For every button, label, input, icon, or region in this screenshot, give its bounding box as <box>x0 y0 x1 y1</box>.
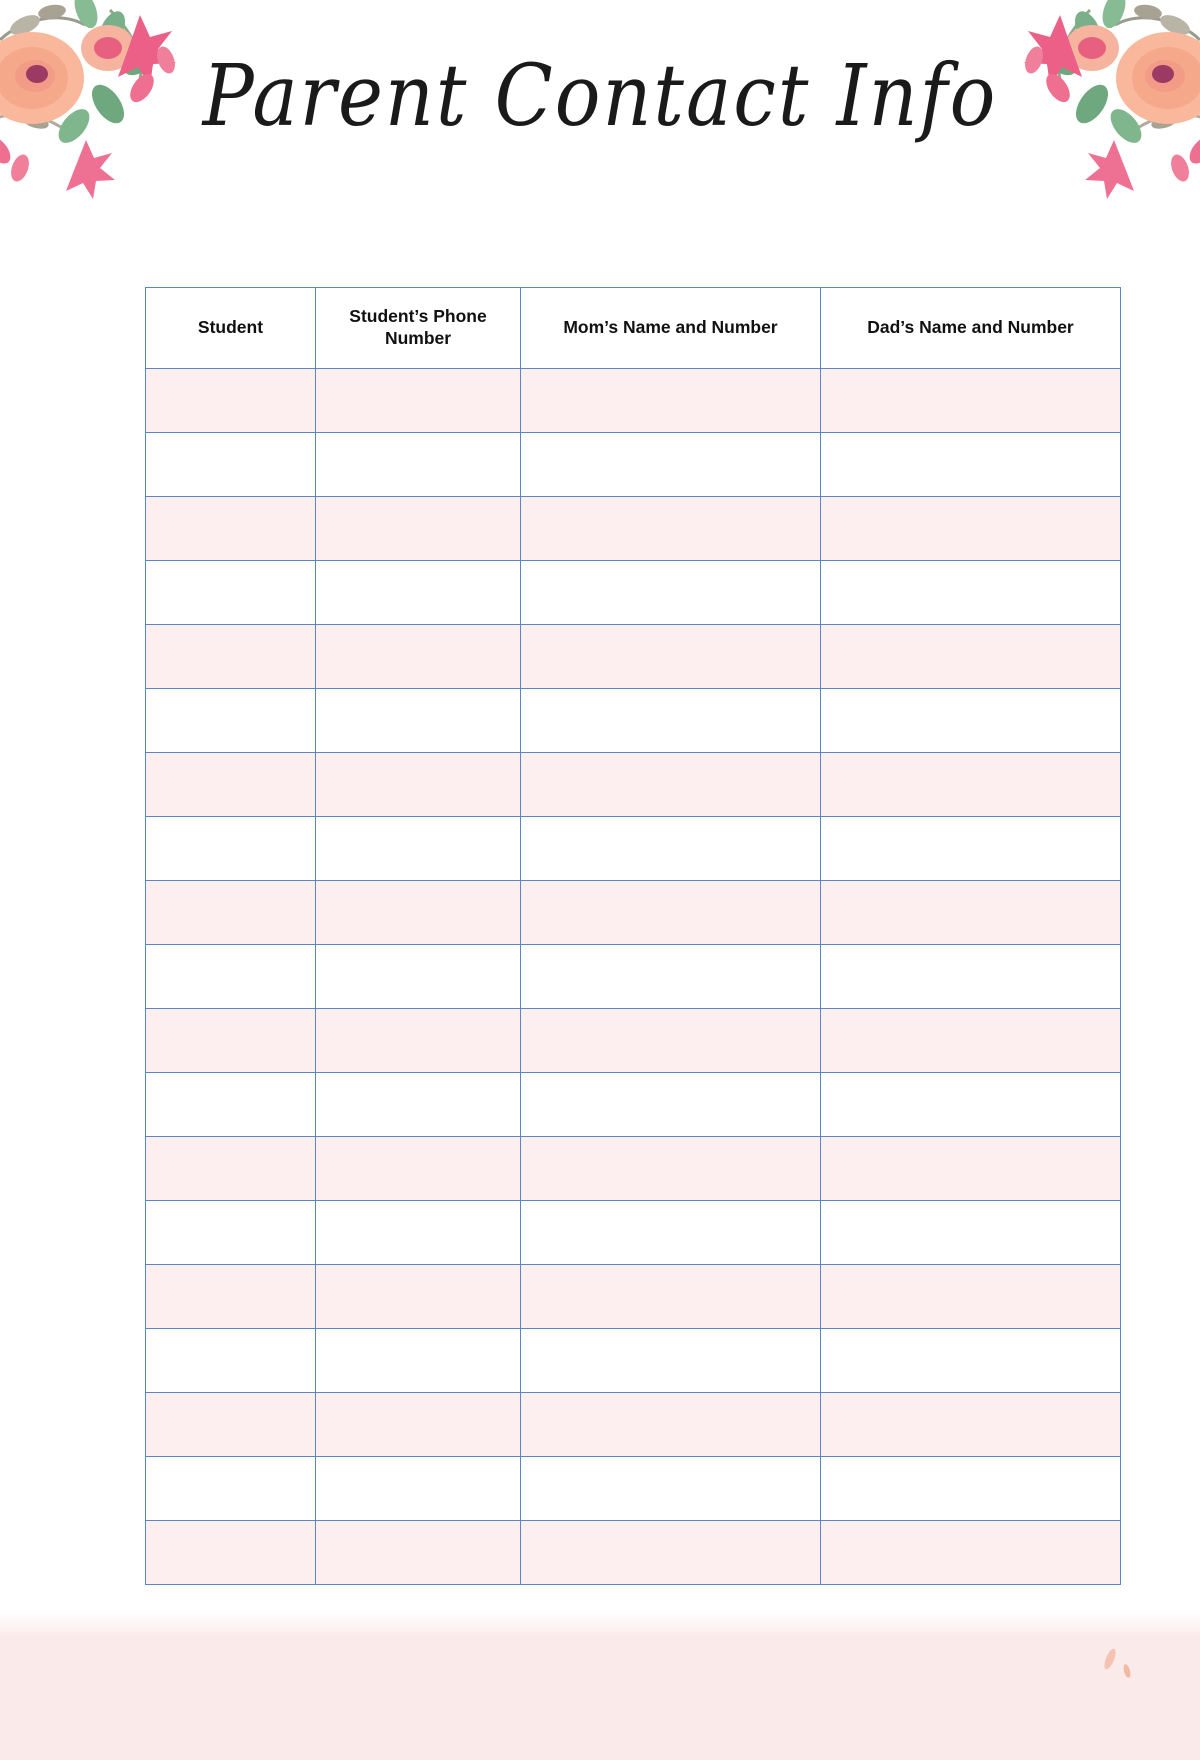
table-cell[interactable] <box>821 497 1121 561</box>
table-cell[interactable] <box>521 625 821 689</box>
table-cell[interactable] <box>821 433 1121 497</box>
table-cell[interactable] <box>521 1009 821 1073</box>
table-cell[interactable] <box>146 625 316 689</box>
band-gradient <box>0 1612 1200 1638</box>
table-cell[interactable] <box>821 1137 1121 1201</box>
table-cell[interactable] <box>821 817 1121 881</box>
table-cell[interactable] <box>316 1009 521 1073</box>
table-cell[interactable] <box>316 817 521 881</box>
table-cell[interactable] <box>821 689 1121 753</box>
column-header-student: Student <box>146 288 316 369</box>
table-row <box>146 945 1121 1009</box>
table-cell[interactable] <box>821 753 1121 817</box>
table-cell[interactable] <box>821 881 1121 945</box>
table-header-row <box>146 288 1121 369</box>
table-cell[interactable] <box>146 753 316 817</box>
table-cell[interactable] <box>316 1137 521 1201</box>
table-cell[interactable] <box>821 1201 1121 1265</box>
table-cell[interactable] <box>316 881 521 945</box>
table-cell[interactable] <box>316 1329 521 1393</box>
table-cell[interactable] <box>521 1457 821 1521</box>
table-row <box>146 689 1121 753</box>
table-cell[interactable] <box>521 1073 821 1137</box>
table-cell[interactable] <box>316 1521 521 1585</box>
table-cell[interactable] <box>521 1393 821 1457</box>
table-cell[interactable] <box>146 561 316 625</box>
table-cell[interactable] <box>521 1329 821 1393</box>
table-cell[interactable] <box>821 1457 1121 1521</box>
table-cell[interactable] <box>146 369 316 433</box>
table-row <box>146 1329 1121 1393</box>
table-body <box>146 369 1121 1585</box>
table-cell[interactable] <box>821 1009 1121 1073</box>
table-cell[interactable] <box>146 1265 316 1329</box>
table-row <box>146 1521 1121 1585</box>
table-cell[interactable] <box>521 753 821 817</box>
table-cell[interactable] <box>821 1329 1121 1393</box>
table-cell[interactable] <box>821 1521 1121 1585</box>
table-cell[interactable] <box>146 945 316 1009</box>
table-row <box>146 1201 1121 1265</box>
table-cell[interactable] <box>146 1393 316 1457</box>
table-cell[interactable] <box>821 1265 1121 1329</box>
table-cell[interactable] <box>521 945 821 1009</box>
table-row <box>146 497 1121 561</box>
table-row <box>146 1393 1121 1457</box>
table-cell[interactable] <box>316 1457 521 1521</box>
table-row <box>146 1073 1121 1137</box>
table-cell[interactable] <box>316 433 521 497</box>
column-header-dad: Dad’s Name and Number <box>821 288 1121 369</box>
table-header <box>146 288 1121 369</box>
table-cell[interactable] <box>146 1009 316 1073</box>
table-row <box>146 561 1121 625</box>
table-cell[interactable] <box>521 497 821 561</box>
table-cell[interactable] <box>146 433 316 497</box>
table-row <box>146 1457 1121 1521</box>
table-cell[interactable] <box>146 497 316 561</box>
table-cell[interactable] <box>521 1521 821 1585</box>
table-row <box>146 817 1121 881</box>
table-cell[interactable] <box>146 1137 316 1201</box>
table-cell[interactable] <box>146 881 316 945</box>
table-cell[interactable] <box>146 1329 316 1393</box>
table-cell[interactable] <box>821 1393 1121 1457</box>
table-cell[interactable] <box>521 881 821 945</box>
table-cell[interactable] <box>316 497 521 561</box>
table-cell[interactable] <box>521 369 821 433</box>
table-cell[interactable] <box>821 369 1121 433</box>
column-header-mom: Mom’s Name and Number <box>521 288 821 369</box>
table-row <box>146 433 1121 497</box>
table-cell[interactable] <box>521 561 821 625</box>
table-cell[interactable] <box>316 1393 521 1457</box>
table-row <box>146 369 1121 433</box>
table-cell[interactable] <box>146 817 316 881</box>
table-row <box>146 881 1121 945</box>
petal-accent-icon <box>1122 1663 1131 1678</box>
table-cell[interactable] <box>316 1073 521 1137</box>
page-title-text: Parent Contact Info <box>202 45 998 146</box>
parent-contact-table <box>145 287 1121 1585</box>
page-title <box>0 45 1200 146</box>
petal-accent-icon <box>1102 1647 1118 1670</box>
table-cell[interactable] <box>821 1073 1121 1137</box>
table-cell[interactable] <box>316 1265 521 1329</box>
table-cell[interactable] <box>821 561 1121 625</box>
table-cell[interactable] <box>146 1457 316 1521</box>
table-cell[interactable] <box>821 945 1121 1009</box>
table-cell[interactable] <box>521 433 821 497</box>
table-cell[interactable] <box>821 625 1121 689</box>
table-row <box>146 1265 1121 1329</box>
table-cell[interactable] <box>521 1265 821 1329</box>
table-row <box>146 625 1121 689</box>
table-cell[interactable] <box>146 1201 316 1265</box>
table-cell[interactable] <box>316 1201 521 1265</box>
table-cell[interactable] <box>316 689 521 753</box>
table-cell[interactable] <box>521 817 821 881</box>
table-cell[interactable] <box>316 561 521 625</box>
table-row <box>146 1137 1121 1201</box>
table-cell[interactable] <box>521 1137 821 1201</box>
table-cell[interactable] <box>316 369 521 433</box>
table-cell[interactable] <box>521 1201 821 1265</box>
table-row <box>146 1009 1121 1073</box>
table-row <box>146 753 1121 817</box>
contact-table-container <box>145 287 1074 1585</box>
table-cell[interactable] <box>316 625 521 689</box>
column-header-student-phone: Student’s Phone Number <box>316 288 521 369</box>
table-cell[interactable] <box>316 753 521 817</box>
table-cell[interactable] <box>521 689 821 753</box>
table-cell[interactable] <box>146 1073 316 1137</box>
table-cell[interactable] <box>146 1521 316 1585</box>
table-cell[interactable] <box>316 945 521 1009</box>
bottom-decoration-band <box>0 1612 1200 1760</box>
table-cell[interactable] <box>146 689 316 753</box>
